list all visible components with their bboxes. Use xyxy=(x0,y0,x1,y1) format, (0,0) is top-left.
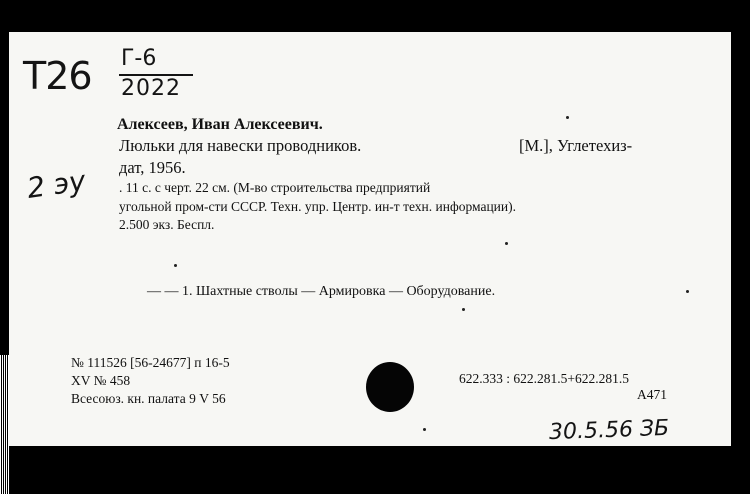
speck xyxy=(462,308,465,311)
subject-heading: — — 1. Шахтные стволы — Армировка — Оборудование. xyxy=(147,284,496,299)
fraction-top: Г-6 xyxy=(121,46,157,71)
roman-number: XV № 458 xyxy=(71,373,131,388)
speck xyxy=(686,290,689,293)
registry-number: № 111526 [56-24677] п 16-5 xyxy=(71,355,230,370)
scan-edge-right xyxy=(731,32,750,446)
scan-edge-left xyxy=(0,355,9,494)
publisher-line-1: [М.], Углетехиз- xyxy=(519,136,633,155)
udc-index: 622.333 : 622.281.5+622.281.5 xyxy=(459,371,629,386)
collation-line: . 11 с. с черт. 22 см. (М-во строительства предприятий xyxy=(119,180,431,195)
book-chamber-line: Всесоюз. кн. палата 9 V 56 xyxy=(71,391,226,406)
speck xyxy=(566,116,569,119)
speck xyxy=(423,428,426,431)
call-number: T26 xyxy=(23,54,92,98)
bottom-note: 30.5.56 ЗБ xyxy=(548,415,670,446)
author-heading: Алексеев, Иван Алексеевич. xyxy=(117,116,323,133)
margin-note: 2 эу xyxy=(24,164,88,205)
catalog-card xyxy=(9,32,731,446)
print-run-line: 2.500 экз. Беспл. xyxy=(119,217,215,232)
speck xyxy=(174,264,177,267)
title-line-1: Люльки для навески проводников. xyxy=(119,136,362,155)
card-code: А471 xyxy=(637,387,667,402)
speck xyxy=(505,242,508,245)
title-line-2: дат, 1956. xyxy=(119,158,186,177)
series-line: угольной пром-сти СССР. Техн. упр. Центр. ин-т техн. информации). xyxy=(119,199,516,214)
punch-hole xyxy=(366,362,414,412)
fraction-bottom: 2022 xyxy=(121,76,181,101)
